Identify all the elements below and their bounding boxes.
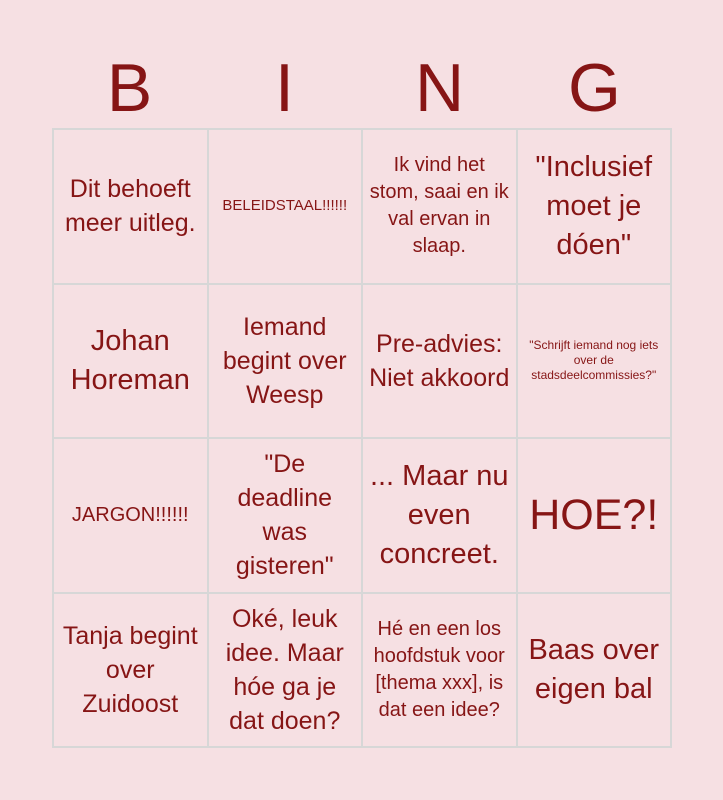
cell-text: BELEIDSTAAL!!!!!! xyxy=(222,197,348,215)
header-letter-n: N xyxy=(414,50,465,126)
bingo-cell[interactable] xyxy=(363,130,518,285)
cell-text: Oké, leuk idee. Maar hóe ga je dat doen? xyxy=(225,604,344,735)
cell-text: ... Maar nu even concreet. xyxy=(369,459,509,570)
header-letter-g: G xyxy=(568,50,621,126)
cell-text: Johan Horeman xyxy=(70,324,190,396)
bingo-grid xyxy=(52,128,672,748)
cell-text: "De deadline was gisteren" xyxy=(235,450,334,581)
cell-text: Ik vind het stom, saai en ik val ervan in slaap. xyxy=(369,154,509,258)
bingo-cell[interactable] xyxy=(209,285,364,440)
cell-text: Dit behoeft meer uitleg. xyxy=(64,175,196,238)
cell-text: Hé en een los hoofdstuk voor [thema xxx], is dat een idee? xyxy=(373,617,505,721)
header-letter-i: I xyxy=(275,50,294,126)
cell-text: JARGON!!!!!! xyxy=(71,503,189,526)
bingo-cell[interactable] xyxy=(54,594,209,749)
bingo-cell[interactable] xyxy=(518,439,673,594)
bingo-cell[interactable] xyxy=(363,439,518,594)
bingo-cell[interactable] xyxy=(54,439,209,594)
bingo-cell[interactable] xyxy=(209,594,364,749)
cell-text: Baas over eigen bal xyxy=(528,633,660,705)
bingo-cell[interactable] xyxy=(209,130,364,285)
cell-text: Pre-advies: Niet akkoord xyxy=(369,329,510,392)
bingo-cell[interactable] xyxy=(518,285,673,440)
bingo-header xyxy=(52,48,672,128)
bingo-cell[interactable] xyxy=(363,594,518,749)
bingo-cell[interactable] xyxy=(54,285,209,440)
bingo-cell[interactable] xyxy=(209,439,364,594)
cell-text: Iemand begint over Weesp xyxy=(222,312,347,409)
cell-text: HOE?! xyxy=(529,491,659,540)
bingo-cell[interactable] xyxy=(54,130,209,285)
bingo-cell[interactable] xyxy=(363,285,518,440)
bingo-cell[interactable] xyxy=(518,130,673,285)
header-letter-b: B xyxy=(106,50,153,126)
cell-text: "Inclusief moet je dóen" xyxy=(535,150,653,261)
cell-text: "Schrijft iemand nog iets over de stadsdeelcommissies?" xyxy=(529,338,659,383)
bingo-cell[interactable] xyxy=(518,594,673,749)
cell-text: Tanja begint over Zuidoost xyxy=(62,621,198,718)
